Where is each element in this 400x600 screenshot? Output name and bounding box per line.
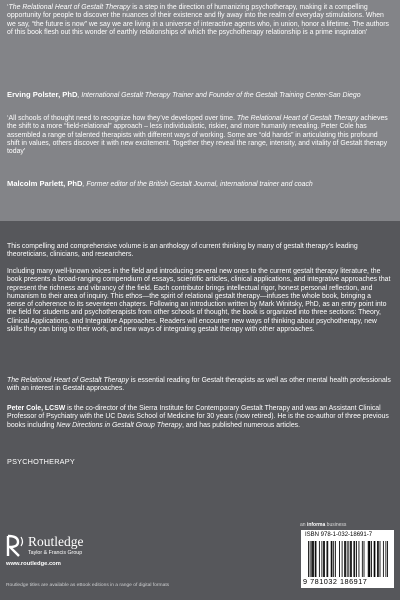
book-title: The Relational Heart of Gestalt Therapy [7, 377, 129, 384]
endorser-role: , Former editor of the British Gestalt Journal, international trainer and coach [82, 181, 313, 188]
paragraph-text: is essential reading for Gestalt therapists as well as other mental health professionals with an interest in Gestalt approaches. [7, 377, 391, 393]
barcode-bar [308, 541, 309, 577]
barcode-bar [347, 541, 348, 577]
barcode-bar [369, 541, 370, 577]
barcode-bar [319, 541, 320, 577]
barcode-bar [345, 541, 346, 577]
barcode-bar [315, 541, 316, 577]
barcode-bar [369, 541, 370, 577]
informa-name: informa [306, 522, 326, 528]
barcode-bar [380, 541, 381, 577]
barcode-bar [321, 541, 322, 577]
informa-tagline: an informa business [300, 522, 347, 528]
barcode-digits: 9 781032 186917 [303, 577, 368, 586]
barcode-bar [344, 541, 345, 577]
barcode-bar [339, 541, 340, 577]
barcode-bar [327, 541, 328, 577]
barcode-bar [375, 541, 376, 577]
genre-label: PSYCHOTHERAPY [7, 457, 75, 466]
endorsement-attribution-2 [7, 180, 391, 189]
barcode-bar [310, 541, 311, 577]
publisher-name: Routledge [28, 534, 84, 549]
previous-book-title: New Directions in Gestalt Group Therapy [56, 421, 183, 429]
barcode-bar [371, 541, 372, 577]
barcode-bar [323, 541, 324, 577]
barcode-bar [368, 541, 369, 577]
barcode-bar [312, 541, 313, 577]
barcode-bar [313, 541, 314, 577]
barcode-bar [331, 541, 332, 577]
endorsement-quote-2 [7, 115, 391, 156]
barcode-bar [335, 541, 336, 577]
publisher-url: www.routledge.com [6, 561, 61, 567]
bio-text: , and has published numerous articles. [182, 421, 301, 429]
barcode-bar [377, 541, 378, 577]
ebook-footnote: Routledge titles are available as eBook editions in a range of digital formats [6, 583, 170, 588]
endorsement-quote-1: ‘The Relational Heart of Gestalt Therapy is a step in the direction of humanizing psychotherapy, making it a compelling opportunity for people to discover the nuances of their existence and fly away into the realm of everyday stimulations. When we say, “the future is now” we say we are living in a universe of interactive agents who, in union, honor a lifetime. The authors of this book flesh out this wonder of earthly relationships of which the psychotherapy relationship is a prime inspiration’ [7, 4, 389, 36]
barcode-bar [378, 541, 379, 577]
author-bio [7, 405, 391, 430]
barcode-bars [308, 541, 388, 577]
routledge-mark-icon [6, 534, 25, 558]
book-title: The Relational Heart of Gestalt Therapy [236, 115, 359, 122]
description-paragraph: This compelling and comprehensive volume is an anthology of current thinking by many of gestalt therapy’s leading theoreticians, clinicians, and researchers. [7, 243, 358, 259]
barcode-bar [348, 541, 349, 577]
barcode-bar [351, 541, 352, 577]
barcode-bar [311, 541, 312, 577]
barcode-bar [362, 541, 363, 577]
barcode-bar [353, 541, 354, 577]
quote-text: achieves the shift to a more “field-relational” approach – less individualistic, riskier, and more humanly revealing. Peter Cole has assembled a range of talented therapists with different ways of working. Some are “old hands” in articulating this profound shift in values, others discover it with new excitement. Together they reveal the range, intensity, and vitality of Gestalt therapy today’ [7, 115, 388, 156]
barcode-bar [350, 541, 351, 577]
description-paragraph [7, 377, 391, 394]
book-title: The Relational Heart of Gestalt Therapy [8, 4, 131, 11]
barcode-bar [356, 541, 357, 577]
author-name: Peter Cole, LCSW [7, 405, 66, 412]
barcode-bar [316, 541, 317, 577]
barcode-bar [359, 541, 360, 577]
quote-text: is a step in the direction of humanizing psychotherapy, making it a compelling opportunity for people to discover the nuances of their existence and fly away into the realm of everyday stimulations. When we say, “the future is now” we say we are living in a universe of interactive agents who, in union, honor a lifetime. The authors of this book flesh out this wonder of earthly relationships of which the psychotherapy relationship is a prime inspiration’ [7, 4, 389, 36]
barcode-bar [332, 541, 333, 577]
description-paragraph: Including many well-known voices in the field and introducing several new ones to the current gestalt therapy literature, the book presents a broad-ranging compendium of essays, scientific articles, clinical applications, and integrative approaches that represent the richness and vibrancy of the field. Each contributor brings intellectual rigor, honest personal reflection, and humanism to their area of inquiry. This ethos—the spirit of relational gestalt therapy—infuses the whole book, bringing a sense of coherence to its seventeen chapters. Following an introduction written by Mark Winitsky, PhD, as an entry point into the field for students and psychotherapists from other schools of thought, the book is organized into three sections: Theory, Clinical Applications, and Integrative Approaches. Readers will encounter new ways of thinking about psychotherapy, new skills they can bring to their work, and new ways of integrating gestalt therapy with other approaches. [7, 268, 391, 334]
barcode-bar [364, 541, 365, 577]
quote-text: ‘All schools of thought need to recognize how they’ve developed over time. [7, 115, 237, 122]
barcode-bar [385, 541, 386, 577]
endorser-name: Erving Polster, PhD [7, 90, 78, 99]
isbn-number: ISBN 978-1-032-18691-7 [305, 532, 373, 538]
barcode-bar [383, 541, 384, 577]
endorser-name: Malcolm Parlett, PhD [7, 179, 83, 188]
barcode-bar [374, 541, 375, 577]
publisher-group: Taylor & Francis Group [28, 550, 83, 556]
barcode-bar [354, 541, 355, 577]
isbn-barcode [301, 530, 394, 588]
barcode-bar [342, 541, 343, 577]
barcode-bar [387, 541, 388, 577]
endorser-role: , International Gestalt Therapy Trainer and Founder of the Gestalt Training Center-San Diego [77, 92, 361, 99]
barcode-bar [333, 541, 334, 577]
endorsement-attribution-1 [7, 91, 391, 100]
barcode-bar [324, 541, 325, 577]
barcode-bar [327, 541, 328, 577]
bio-text: is the co-director of the Sierra Institute for Contemporary Gestalt Therapy and was an Assistant Clinical Professor of Psychiatry with the UC Davis School of Medicine for 30 years (now retired). He is the co-author of three previous books including [7, 405, 389, 429]
